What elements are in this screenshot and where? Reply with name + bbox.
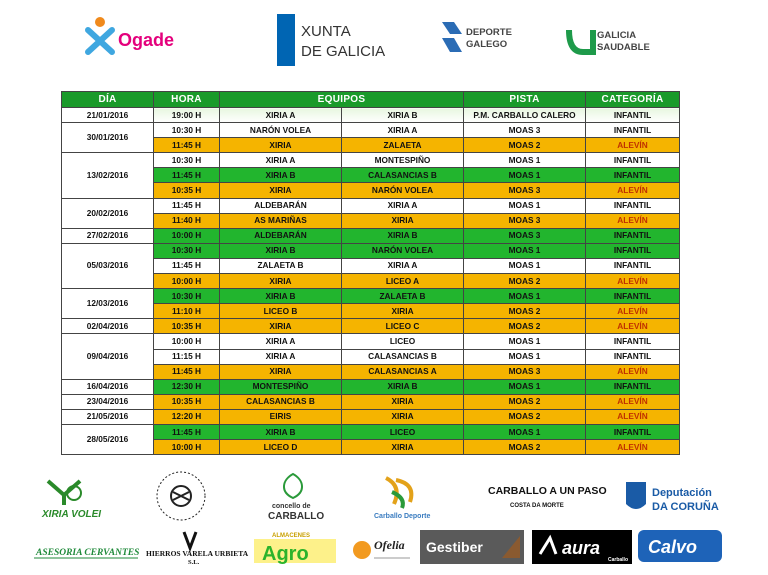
date-cell: 20/02/2016 xyxy=(62,198,154,228)
team1-cell: XIRIA A xyxy=(220,334,342,349)
hora-cell: 10:35 H xyxy=(154,319,220,334)
svg-text:GALICIA: GALICIA xyxy=(597,30,637,41)
hora-cell: 10:35 H xyxy=(154,394,220,409)
svg-text:Gestiber: Gestiber xyxy=(426,539,483,555)
ogade-text: Ogade xyxy=(118,30,175,50)
table-row xyxy=(62,319,680,334)
pista-cell: MOAS 1 xyxy=(464,243,586,258)
svg-text:COSTA DA MORTE: COSTA DA MORTE xyxy=(510,503,564,509)
team1-cell: ZALAETA B xyxy=(220,258,342,273)
pista-cell: MOAS 3 xyxy=(464,228,586,243)
saudable-icon xyxy=(569,30,593,52)
pista-cell: MOAS 2 xyxy=(464,394,586,409)
pista-cell: MOAS 3 xyxy=(464,123,586,138)
table-row xyxy=(62,138,680,153)
table-row xyxy=(62,153,680,168)
category-cell: INFANTIL xyxy=(586,334,680,349)
clube-logo xyxy=(150,468,212,524)
hora-cell: 10:30 H xyxy=(154,289,220,304)
team2-cell: XIRIA xyxy=(342,440,464,455)
hora-cell: 10:35 H xyxy=(154,183,220,198)
table-row xyxy=(62,274,680,289)
hora-cell: 10:00 H xyxy=(154,334,220,349)
svg-text:SAUDABLE: SAUDABLE xyxy=(597,42,650,53)
date-cell: 21/01/2016 xyxy=(62,108,154,123)
team1-cell: XIRIA A xyxy=(220,349,342,364)
xunta-line2: DE GALICIA xyxy=(301,43,386,60)
hora-cell: 11:10 H xyxy=(154,304,220,319)
team1-cell: CALASANCIAS B xyxy=(220,394,342,409)
ofelia-face-icon xyxy=(353,541,371,559)
date-cell: 13/02/2016 xyxy=(62,153,154,198)
hora-cell: 11:45 H xyxy=(154,198,220,213)
table-header-row xyxy=(62,92,680,108)
date-cell: 28/05/2016 xyxy=(62,424,154,454)
svg-text:XIRIA VOLEI: XIRIA VOLEI xyxy=(42,509,102,520)
svg-text:DEPORTE: DEPORTE xyxy=(466,27,512,38)
date-cell: 27/02/2016 xyxy=(62,228,154,243)
team2-cell: LICEO C xyxy=(342,319,464,334)
table-row xyxy=(62,198,680,213)
hora-cell: 11:15 H xyxy=(154,349,220,364)
flame-icon xyxy=(386,478,411,504)
pista-cell: P.M. CARBALLO CALERO xyxy=(464,108,586,123)
pista-cell: MOAS 1 xyxy=(464,168,586,183)
table-row xyxy=(62,364,680,379)
team2-cell: XIRIA A xyxy=(342,198,464,213)
svg-text:aura: aura xyxy=(562,538,601,558)
team1-cell: XIRIA A xyxy=(220,108,342,123)
team2-cell: LICEO xyxy=(342,334,464,349)
ogade-figure-icon xyxy=(82,12,190,64)
hora-cell: 11:45 H xyxy=(154,424,220,439)
team1-cell: NARÓN VOLEA xyxy=(220,123,342,138)
svg-text:Carballo: Carballo xyxy=(608,557,629,563)
hora-cell: 12:20 H xyxy=(154,409,220,424)
category-cell: INFANTIL xyxy=(586,228,680,243)
carballo-un-paso-logo xyxy=(488,480,607,512)
table-row xyxy=(62,334,680,349)
category-cell: ALEVÍN xyxy=(586,213,680,228)
table-row xyxy=(62,349,680,364)
date-cell: 05/03/2016 xyxy=(62,243,154,288)
category-cell: INFANTIL xyxy=(586,198,680,213)
xiria-volei-logo xyxy=(40,475,106,521)
hora-cell: 10:30 H xyxy=(154,123,220,138)
team1-cell: ALDEBARÁN xyxy=(220,228,342,243)
svg-text:HIERROS VARELA URBIETA: HIERROS VARELA URBIETA xyxy=(146,549,249,558)
table-row xyxy=(62,243,680,258)
ogade-logo xyxy=(82,12,190,64)
table-row xyxy=(62,213,680,228)
team1-cell: XIRIA B xyxy=(220,289,342,304)
pista-cell: MOAS 1 xyxy=(464,349,586,364)
team2-cell: CALASANCIAS B xyxy=(342,349,464,364)
pista-cell: MOAS 1 xyxy=(464,153,586,168)
date-cell: 09/04/2016 xyxy=(62,334,154,379)
team1-cell: ALDEBARÁN xyxy=(220,198,342,213)
pista-cell: MOAS 1 xyxy=(464,424,586,439)
category-cell: ALEVÍN xyxy=(586,394,680,409)
svg-text:CARBALLO A UN PASO: CARBALLO A UN PASO xyxy=(488,485,607,497)
date-cell: 16/04/2016 xyxy=(62,379,154,394)
table-row xyxy=(62,289,680,304)
table-row xyxy=(62,258,680,273)
svg-text:ASESORIA CERVANTES: ASESORIA CERVANTES xyxy=(36,548,140,558)
category-cell: INFANTIL xyxy=(586,349,680,364)
pista-cell: MOAS 2 xyxy=(464,440,586,455)
svg-text:Carballo Deporte: Carballo Deporte xyxy=(374,513,431,520)
hora-cell: 11:45 H xyxy=(154,168,220,183)
hora-cell: 11:45 H xyxy=(154,138,220,153)
pista-cell: MOAS 2 xyxy=(464,138,586,153)
team2-cell: LICEO A xyxy=(342,274,464,289)
deporte-galego-icon xyxy=(442,22,462,52)
category-cell: ALEVÍN xyxy=(586,409,680,424)
team1-cell: LICEO D xyxy=(220,440,342,455)
date-cell: 30/01/2016 xyxy=(62,123,154,153)
hora-cell: 10:00 H xyxy=(154,440,220,455)
table-row xyxy=(62,108,680,123)
pista-cell: MOAS 1 xyxy=(464,198,586,213)
category-cell: ALEVÍN xyxy=(586,440,680,455)
date-cell: 23/04/2016 xyxy=(62,394,154,409)
header-dia: DÍA xyxy=(62,92,154,108)
team1-cell: XIRIA xyxy=(220,274,342,289)
team2-cell: ZALAETA xyxy=(342,138,464,153)
xunta-line1: XUNTA xyxy=(301,23,351,40)
hora-cell: 10:30 H xyxy=(154,243,220,258)
pista-cell: MOAS 1 xyxy=(464,334,586,349)
ofelia-logo xyxy=(352,532,414,566)
team2-cell: XIRIA A xyxy=(342,258,464,273)
category-cell: ALEVÍN xyxy=(586,183,680,198)
pista-cell: MOAS 2 xyxy=(464,274,586,289)
date-cell: 12/03/2016 xyxy=(62,289,154,319)
hora-cell: 12:30 H xyxy=(154,379,220,394)
header-hora: HORA xyxy=(154,92,220,108)
pista-cell: MOAS 2 xyxy=(464,319,586,334)
category-cell: INFANTIL xyxy=(586,379,680,394)
category-cell: ALEVÍN xyxy=(586,138,680,153)
pista-cell: MOAS 1 xyxy=(464,379,586,394)
category-cell: INFANTIL xyxy=(586,289,680,304)
table-row xyxy=(62,228,680,243)
hora-cell: 11:40 H xyxy=(154,213,220,228)
category-cell: INFANTIL xyxy=(586,243,680,258)
header-categoria: CATEGORÍA xyxy=(586,92,680,108)
hierros-varela-logo xyxy=(144,530,249,566)
team2-cell: XIRIA xyxy=(342,213,464,228)
hora-cell: 19:00 H xyxy=(154,108,220,123)
category-cell: INFANTIL xyxy=(586,108,680,123)
pista-cell: MOAS 1 xyxy=(464,289,586,304)
carballo-deporte-logo xyxy=(372,472,434,520)
svg-text:concello de: concello de xyxy=(272,503,311,510)
asesoria-cervantes-logo xyxy=(34,540,138,562)
galicia-saudable-logo xyxy=(565,22,650,58)
team1-cell: XIRIA xyxy=(220,364,342,379)
svg-text:Agro: Agro xyxy=(262,543,309,565)
calvo-logo xyxy=(638,530,722,562)
table-row xyxy=(62,183,680,198)
date-cell: 21/05/2016 xyxy=(62,409,154,424)
table-row xyxy=(62,304,680,319)
table-row xyxy=(62,168,680,183)
category-cell: ALEVÍN xyxy=(586,304,680,319)
agro-logo xyxy=(252,530,338,564)
svg-text:Calvo: Calvo xyxy=(648,537,698,557)
team2-cell: LICEO xyxy=(342,424,464,439)
svg-text:S.L.: S.L. xyxy=(188,559,200,566)
deporte-galego-logo xyxy=(440,18,520,58)
team1-cell: XIRIA B xyxy=(220,424,342,439)
category-cell: ALEVÍN xyxy=(586,364,680,379)
table-row xyxy=(62,379,680,394)
hora-cell: 10:00 H xyxy=(154,228,220,243)
category-cell: ALEVÍN xyxy=(586,319,680,334)
hora-cell: 11:45 H xyxy=(154,364,220,379)
team2-cell: XIRIA B xyxy=(342,228,464,243)
team2-cell: CALASANCIAS B xyxy=(342,168,464,183)
team2-cell: XIRIA B xyxy=(342,379,464,394)
category-cell: INFANTIL xyxy=(586,258,680,273)
gestiber-logo xyxy=(420,530,524,564)
pista-cell: MOAS 2 xyxy=(464,304,586,319)
table-row xyxy=(62,424,680,439)
table-row xyxy=(62,409,680,424)
svg-text:Ofelia: Ofelia xyxy=(374,538,405,552)
pista-cell: MOAS 3 xyxy=(464,364,586,379)
deputacion-shield-icon xyxy=(626,482,646,509)
date-cell: 02/04/2016 xyxy=(62,319,154,334)
hora-cell: 10:30 H xyxy=(154,153,220,168)
category-cell: INFANTIL xyxy=(586,123,680,138)
team2-cell: XIRIA xyxy=(342,394,464,409)
team1-cell: XIRIA A xyxy=(220,153,342,168)
team1-cell: EIRIS xyxy=(220,409,342,424)
team2-cell: ZALAETA B xyxy=(342,289,464,304)
team1-cell: XIRIA B xyxy=(220,243,342,258)
svg-text:GALEGO: GALEGO xyxy=(466,39,508,50)
svg-text:Deputación: Deputación xyxy=(652,487,712,499)
team2-cell: XIRIA B xyxy=(342,108,464,123)
hora-cell: 11:45 H xyxy=(154,258,220,273)
team1-cell: AS MARIÑAS xyxy=(220,213,342,228)
header-equipos: EQUIPOS xyxy=(220,92,464,108)
table-row xyxy=(62,394,680,409)
team2-cell: XIRIA A xyxy=(342,123,464,138)
pista-cell: MOAS 3 xyxy=(464,213,586,228)
svg-text:ALMACENES: ALMACENES xyxy=(272,533,311,539)
team1-cell: XIRIA B xyxy=(220,168,342,183)
pista-cell: MOAS 3 xyxy=(464,183,586,198)
table-row xyxy=(62,123,680,138)
team1-cell: XIRIA xyxy=(220,319,342,334)
pista-cell: MOAS 2 xyxy=(464,409,586,424)
xunta-logo xyxy=(275,12,386,68)
table-row xyxy=(62,440,680,455)
category-cell: ALEVÍN xyxy=(586,274,680,289)
team2-cell: XIRIA xyxy=(342,304,464,319)
xunta-shield-icon xyxy=(277,14,295,66)
concello-carballo-logo xyxy=(262,470,324,522)
header-pista: PISTA xyxy=(464,92,586,108)
aura-logo xyxy=(532,530,632,564)
deputacion-coruna-logo xyxy=(622,476,726,518)
category-cell: INFANTIL xyxy=(586,168,680,183)
team1-cell: MONTESPIÑO xyxy=(220,379,342,394)
team2-cell: NARÓN VOLEA xyxy=(342,243,464,258)
team1-cell: XIRIA xyxy=(220,183,342,198)
team2-cell: XIRIA xyxy=(342,409,464,424)
schedule-table xyxy=(61,91,680,455)
svg-text:DA CORUÑA: DA CORUÑA xyxy=(652,501,719,513)
team1-cell: LICEO B xyxy=(220,304,342,319)
team1-cell: XIRIA xyxy=(220,138,342,153)
category-cell: INFANTIL xyxy=(586,153,680,168)
pista-cell: MOAS 1 xyxy=(464,258,586,273)
hierros-emblem-icon xyxy=(184,532,196,548)
team2-cell: NARÓN VOLEA xyxy=(342,183,464,198)
svg-text:CARBALLO: CARBALLO xyxy=(268,511,325,522)
team2-cell: CALASANCIAS A xyxy=(342,364,464,379)
category-cell: INFANTIL xyxy=(586,424,680,439)
tree-icon xyxy=(284,474,302,498)
hora-cell: 10:00 H xyxy=(154,274,220,289)
team2-cell: MONTESPIÑO xyxy=(342,153,464,168)
